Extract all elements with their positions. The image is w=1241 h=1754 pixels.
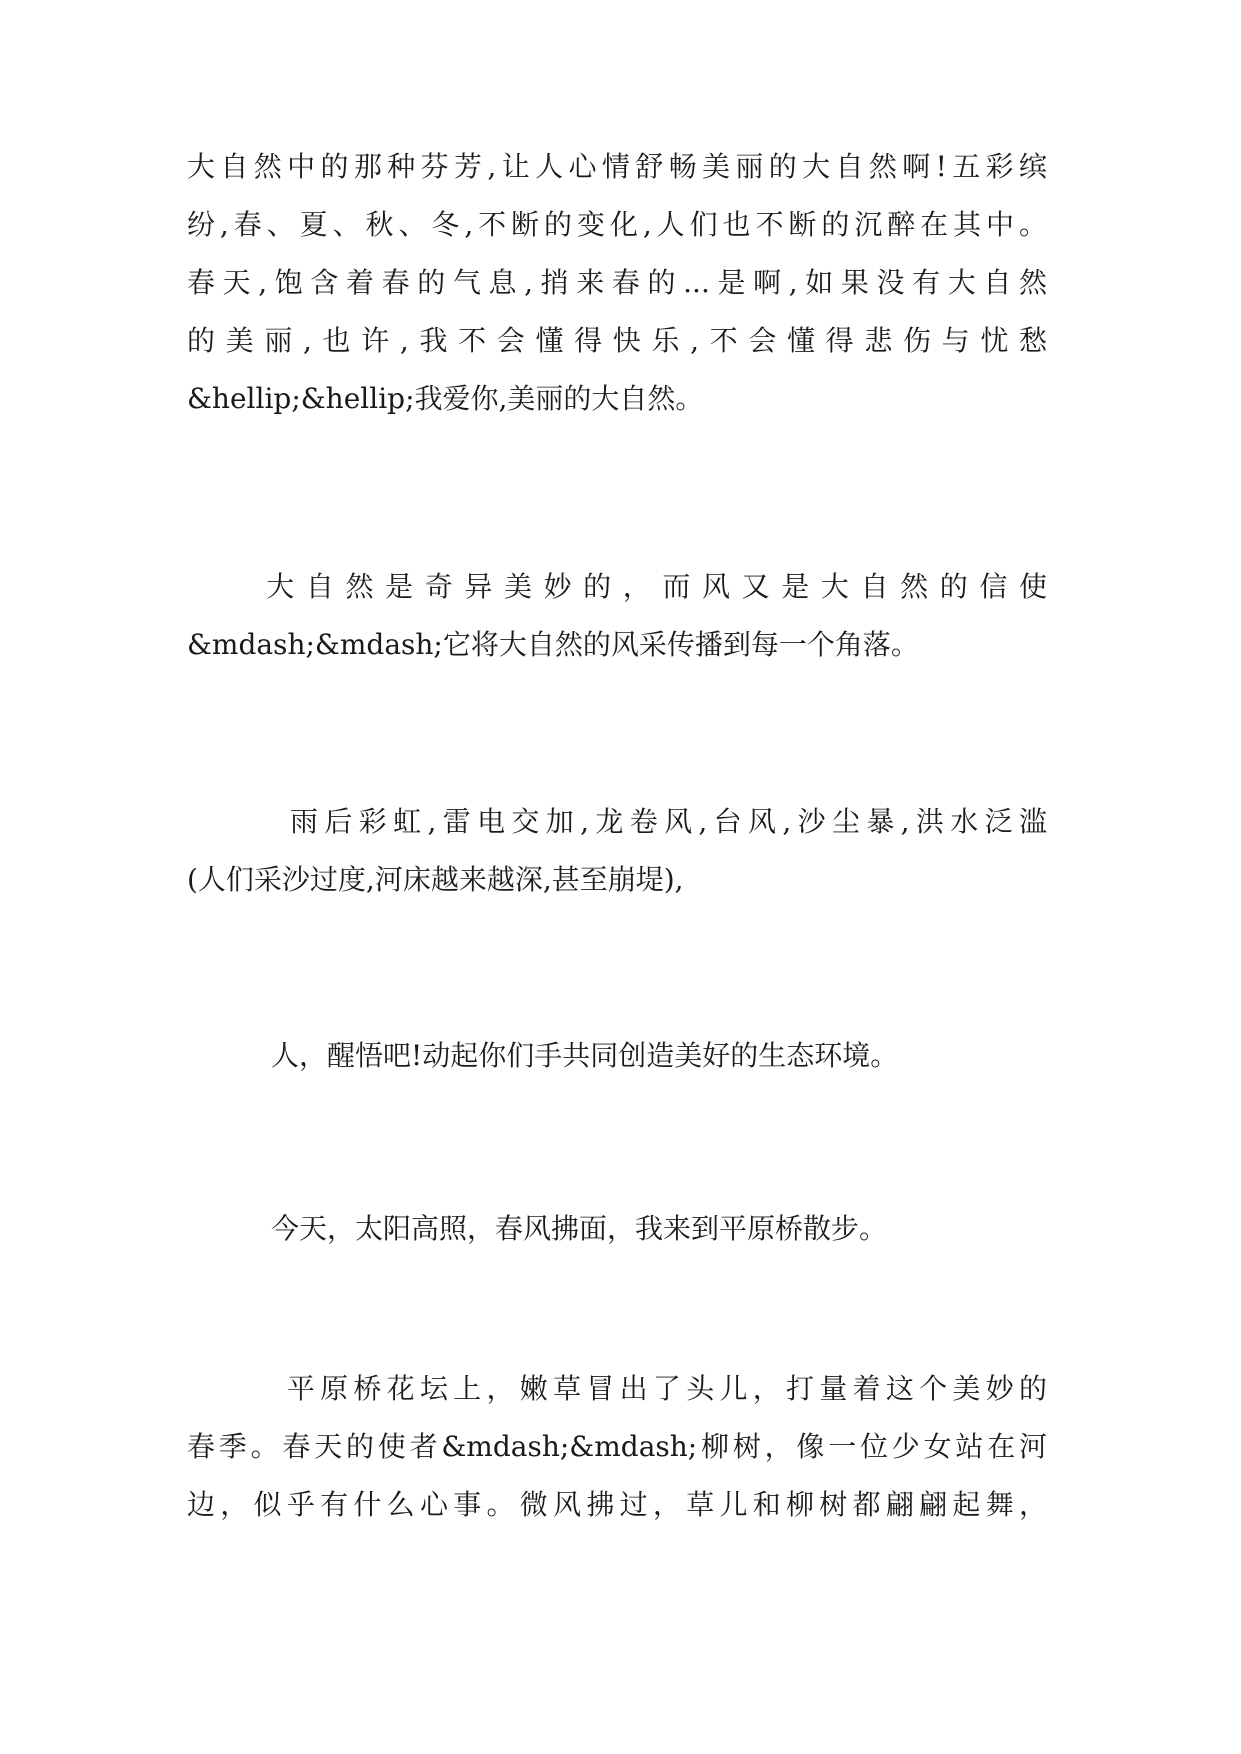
text-line: 平原桥花坛上，嫩草冒出了头儿，打量着这个美妙的 <box>187 1372 1047 1405</box>
paragraph-wake-up-call <box>187 1027 1047 1085</box>
text-line: &hellip;&hellip;我爱你,美丽的大自然。 <box>187 382 704 415</box>
text-line: 春天,饱含着春的气息,捎来春的...是啊,如果没有大自然 <box>187 266 1047 299</box>
text-line: 的美丽,也许,我不会懂得快乐,不会懂得悲伤与忧愁 <box>187 324 1047 357</box>
paragraph-wind-messenger <box>187 558 1047 674</box>
text-line: 边，似乎有什么心事。微风拂过，草儿和柳树都翩翩起舞， <box>187 1488 1047 1521</box>
text-line: &mdash;&mdash;它将大自然的风采传播到每一个角落。 <box>187 628 919 661</box>
text-line: 大自然是奇异美妙的，而风又是大自然的信使 <box>187 570 1047 603</box>
text-line: (人们采沙过度,河床越来越深,甚至崩堤), <box>187 863 684 896</box>
paragraph-nature-fragrance <box>187 138 1047 428</box>
paragraph-today-walk <box>187 1200 1047 1258</box>
text-line: 大自然中的那种芬芳,让人心情舒畅美丽的大自然啊!五彩缤 <box>187 150 1047 183</box>
text-line: 雨后彩虹,雷电交加,龙卷风,台风,沙尘暴,洪水泛滥 <box>187 805 1047 838</box>
paragraph-pingyuan-bridge <box>187 1360 1047 1534</box>
text-line: 今天，太阳高照，春风拂面，我来到平原桥散步。 <box>187 1212 888 1245</box>
text-line: 纷,春、夏、秋、冬,不断的变化,人们也不断的沉醉在其中。 <box>187 208 1047 241</box>
paragraph-natural-disasters <box>187 793 1047 909</box>
text-line: 人，醒悟吧!动起你们手共同创造美好的生态环境。 <box>187 1039 899 1072</box>
text-line: 春季。春天的使者&mdash;&mdash;柳树，像一位少女站在河 <box>187 1430 1047 1463</box>
